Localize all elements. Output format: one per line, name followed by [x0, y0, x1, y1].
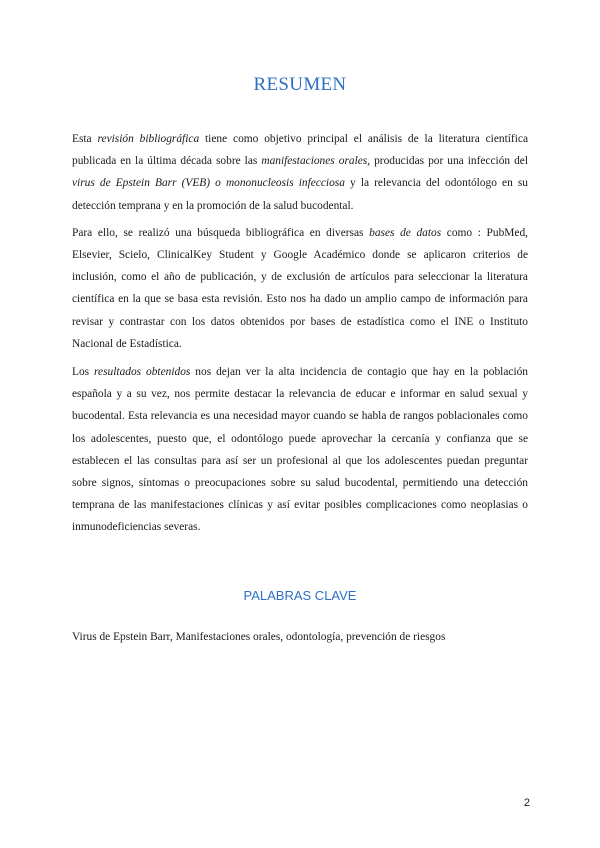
keywords-text: Virus de Epstein Barr, Manifestaciones orales, odontología, prevención de riesgos: [72, 631, 446, 643]
text-run: producidas por una infección del: [370, 155, 529, 168]
italic-run: bases de datos: [369, 226, 442, 239]
text-run: tiene como objetivo principal el análisis de la literatura científica publicada en la última década sobre las: [72, 133, 528, 168]
abstract-body: [72, 128, 528, 545]
text-run: nos dejan ver la alta incidencia de contagio que hay en la población española y a su vez, nos permite destacar la relevancia de educar e informar en salud sexual y bucodental. Esta relevancia es una necesidad mayor cuando se habla de rangos poblacionales como los adolescentes, puesto que, el odontólogo puede aprovechar la cercanía y confianza que se establecen el las consultas para así ser un profesional al que los adolescentes puedan preguntar sobre signos, síntomas o preocupaciones sobre su salud bucodental, permitiendo una detección temprana de las manifestaciones clínicas y así evitar posibles complicaciones como neoplasias o inmunodeficiencias severas.: [72, 366, 528, 534]
italic-run: revisión bibliográfica: [97, 133, 200, 145]
italic-run: manifestaciones orales,: [261, 155, 371, 168]
abstract-paragraph-2: [72, 222, 528, 355]
abstract-paragraph-3: [72, 361, 528, 539]
italic-run: virus de Epstein Barr (VEB) o mononucleosis infecciosa: [72, 177, 345, 190]
text-run: Para ello, se realizó una búsqueda bibliográfica en diversas: [72, 226, 370, 239]
text-run: como : PubMed, Elsevier, Scielo, ClinicalKey Student y Google Académico donde se aplicaron criterios de inclusión, como el año de publicación, y de exclusión de artículos para seleccionar la literatura científica en la que se basa esta revisión. Esto nos ha dado un amplio campo de información para revisar y contrastar con los datos obtenidos por bases de estadística como el INE o Instituto Nacional de Estadística.: [72, 226, 528, 350]
keywords-heading: PALABRAS CLAVE: [243, 588, 357, 603]
text-run: Esta: [72, 133, 98, 145]
italic-run: resultados obtenidos: [94, 366, 191, 379]
text-run: Los: [72, 366, 95, 379]
page-number: 2: [523, 797, 530, 809]
text-run: y la relevancia del odontólogo en su detección temprana y en la promoción de la salud bucodental.: [72, 177, 528, 212]
page-title: RESUMEN: [253, 74, 347, 95]
abstract-paragraph-1: [72, 128, 528, 217]
